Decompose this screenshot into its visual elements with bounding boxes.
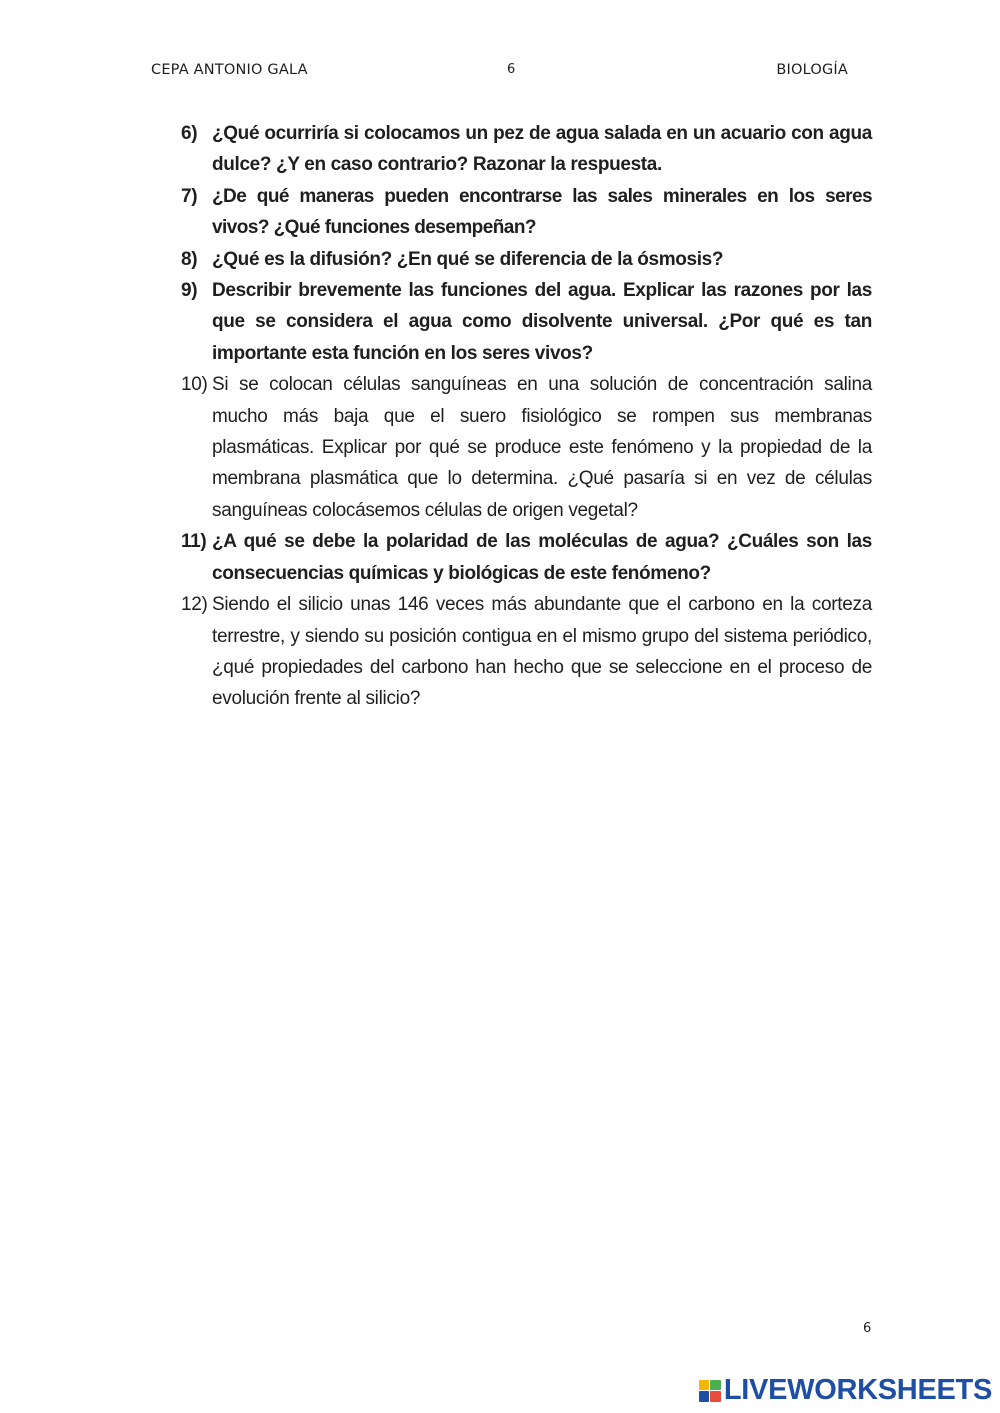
liveworksheets-logo-icon	[699, 1380, 721, 1402]
question-11	[181, 526, 872, 589]
question-number: 10)	[181, 374, 208, 396]
question-number: 7)	[181, 185, 198, 207]
question-6	[181, 118, 872, 181]
question-number: 8)	[181, 248, 198, 270]
logo-square-blue	[699, 1391, 710, 1402]
question-8	[181, 244, 872, 275]
question-number: 12)	[181, 594, 208, 616]
question-7	[181, 181, 872, 244]
question-text: Si se colocan células sanguíneas en una solución de concentración salina mucho más baja que el suero fisiológico se rompen sus membranas plasmáticas. Explicar por qué se produce este fenómeno y la propiedad de la membrana plasmática que lo determina. ¿Qué pasaría si en vez de células sanguíneas colocásemos células de origen vegetal?	[212, 374, 872, 521]
question-10	[181, 369, 872, 526]
question-12	[181, 589, 872, 715]
liveworksheets-brand	[699, 1376, 992, 1405]
question-list	[181, 118, 872, 715]
logo-square-red	[710, 1391, 721, 1402]
question-text: ¿A qué se debe la polaridad de las moléculas de agua? ¿Cuáles son las consecuencias químicas y biológicas de este fenómeno?	[212, 531, 872, 584]
question-number: 9)	[181, 280, 198, 302]
footer-page-number: 6	[863, 1321, 872, 1336]
liveworksheets-wordmark: LIVEWORKSHEETS	[723, 1374, 992, 1406]
logo-square-green	[710, 1380, 721, 1391]
question-number: 11)	[181, 531, 207, 553]
header-school-name: CEPA ANTONIO GALA	[151, 62, 308, 78]
header-page-number: 6	[507, 62, 516, 77]
header-subject: BIOLOGÍA	[776, 62, 848, 78]
question-number: 6)	[181, 123, 198, 144]
question-text: ¿Qué ocurriría si colocamos un pez de agua salada en un acuario con agua dulce? ¿Y en caso contrario? Razonar la respuesta.	[212, 123, 872, 176]
question-text: ¿De qué maneras pueden encontrarse las sales minerales en los seres vivos? ¿Qué funciones desempeñan?	[212, 185, 872, 239]
question-text: Describir brevemente las funciones del agua. Explicar las razones por las que se considera el agua como disolvente universal. ¿Por qué es tan importante esta función en los seres vivos?	[212, 280, 872, 364]
logo-square-yellow	[699, 1380, 710, 1391]
question-text: ¿Qué es la difusión? ¿En qué se diferencia de la ósmosis?	[212, 248, 724, 270]
question-9	[181, 275, 872, 369]
question-text: Siendo el silicio unas 146 veces más abundante que el carbono en la corteza terrestre, y siendo su posición contigua en el mismo grupo del sistema periódico, ¿qué propiedades del carbono han hecho que se seleccione en el proceso de evolución frente al silicio?	[212, 594, 872, 710]
